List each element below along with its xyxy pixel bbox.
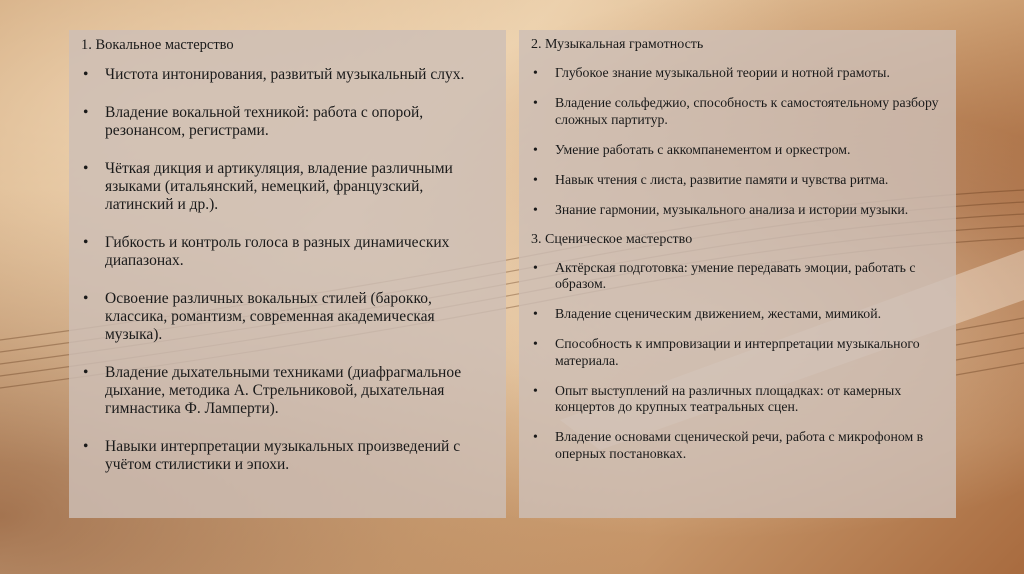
list-item: • Освоение различных вокальных стилей (барокко, классика, романтизм, современная академическая музыка). <box>83 290 435 343</box>
list-item: • Навыки интерпретации музыкальных произведений с учётом стилистики и эпохи. <box>83 438 461 473</box>
bullet: • <box>533 429 538 444</box>
list-item: • Знание гармонии, музыкального анализа и истории музыки. <box>533 201 909 217</box>
section-title-vocal: 1. Вокальное мастерство <box>81 37 234 53</box>
bullet: • <box>533 336 538 351</box>
bullet: • <box>83 234 89 251</box>
bullet: • <box>533 306 538 321</box>
section-title-stage: 3. Сценическое мастерство <box>531 231 693 247</box>
list-item: • Навык чтения с листа, развитие памяти и чувства ритма. <box>533 171 889 187</box>
bullet: • <box>83 438 89 455</box>
vocal-mastery-panel <box>69 30 506 518</box>
music-literacy-panel <box>519 30 956 518</box>
list-item: • Умение работать с аккомпанементом и оркестром. <box>533 141 851 157</box>
vocal-list <box>81 66 494 474</box>
list-item: • Владение основами сценической речи, работа с микрофоном в оперных постановках. <box>533 429 924 461</box>
bullet: • <box>83 364 89 381</box>
bullet: • <box>533 95 538 110</box>
bullet: • <box>533 65 538 80</box>
list-item: • Гибкость и контроль голоса в разных динамических диапазонах. <box>83 234 450 269</box>
bullet: • <box>83 66 89 83</box>
bullet: • <box>83 290 89 307</box>
list-item: • Владение дыхательными техниками (диафрагмальное дыхание, методика А. Стрельниковой, дыхательная гимнастика Ф. Ламперти). <box>83 364 462 417</box>
bullet: • <box>533 141 538 157</box>
list-item: • Владение вокальной техникой: работа с опорой, резонансом, регистрами. <box>83 104 424 139</box>
bullet: • <box>83 104 89 121</box>
list-item: • Чёткая дикция и артикуляция, владение различными языками (итальянский, немецкий, французский, латинский и др.). <box>83 160 453 213</box>
stage-list <box>531 260 944 463</box>
bullet: • <box>533 382 538 398</box>
list-item: • Опыт выступлений на различных площадках: от камерных концертов до крупных театральных сцен. <box>533 382 902 414</box>
list-item: • Способность к импровизации и интерпретации музыкального материала. <box>533 336 920 368</box>
list-item: • Глубокое знание музыкальной теории и нотной грамоты. <box>533 65 890 80</box>
section-title-literacy: 2. Музыкальная грамотность <box>531 37 704 52</box>
bullet: • <box>83 160 89 177</box>
bullet: • <box>533 201 538 217</box>
literacy-list <box>531 65 944 218</box>
list-item: • Владение сценическим движением, жестами, мимикой. <box>533 306 882 321</box>
bullet: • <box>533 171 538 187</box>
bullet: • <box>533 259 538 275</box>
list-item: • Чистота интонирования, развитый музыкальный слух. <box>83 66 465 83</box>
list-item: • Владение сольфеджио, способность к самостоятельному разбору сложных партитур. <box>533 95 939 127</box>
list-item: • Актёрская подготовка: умение передавать эмоции, работать с образом. <box>533 259 916 291</box>
